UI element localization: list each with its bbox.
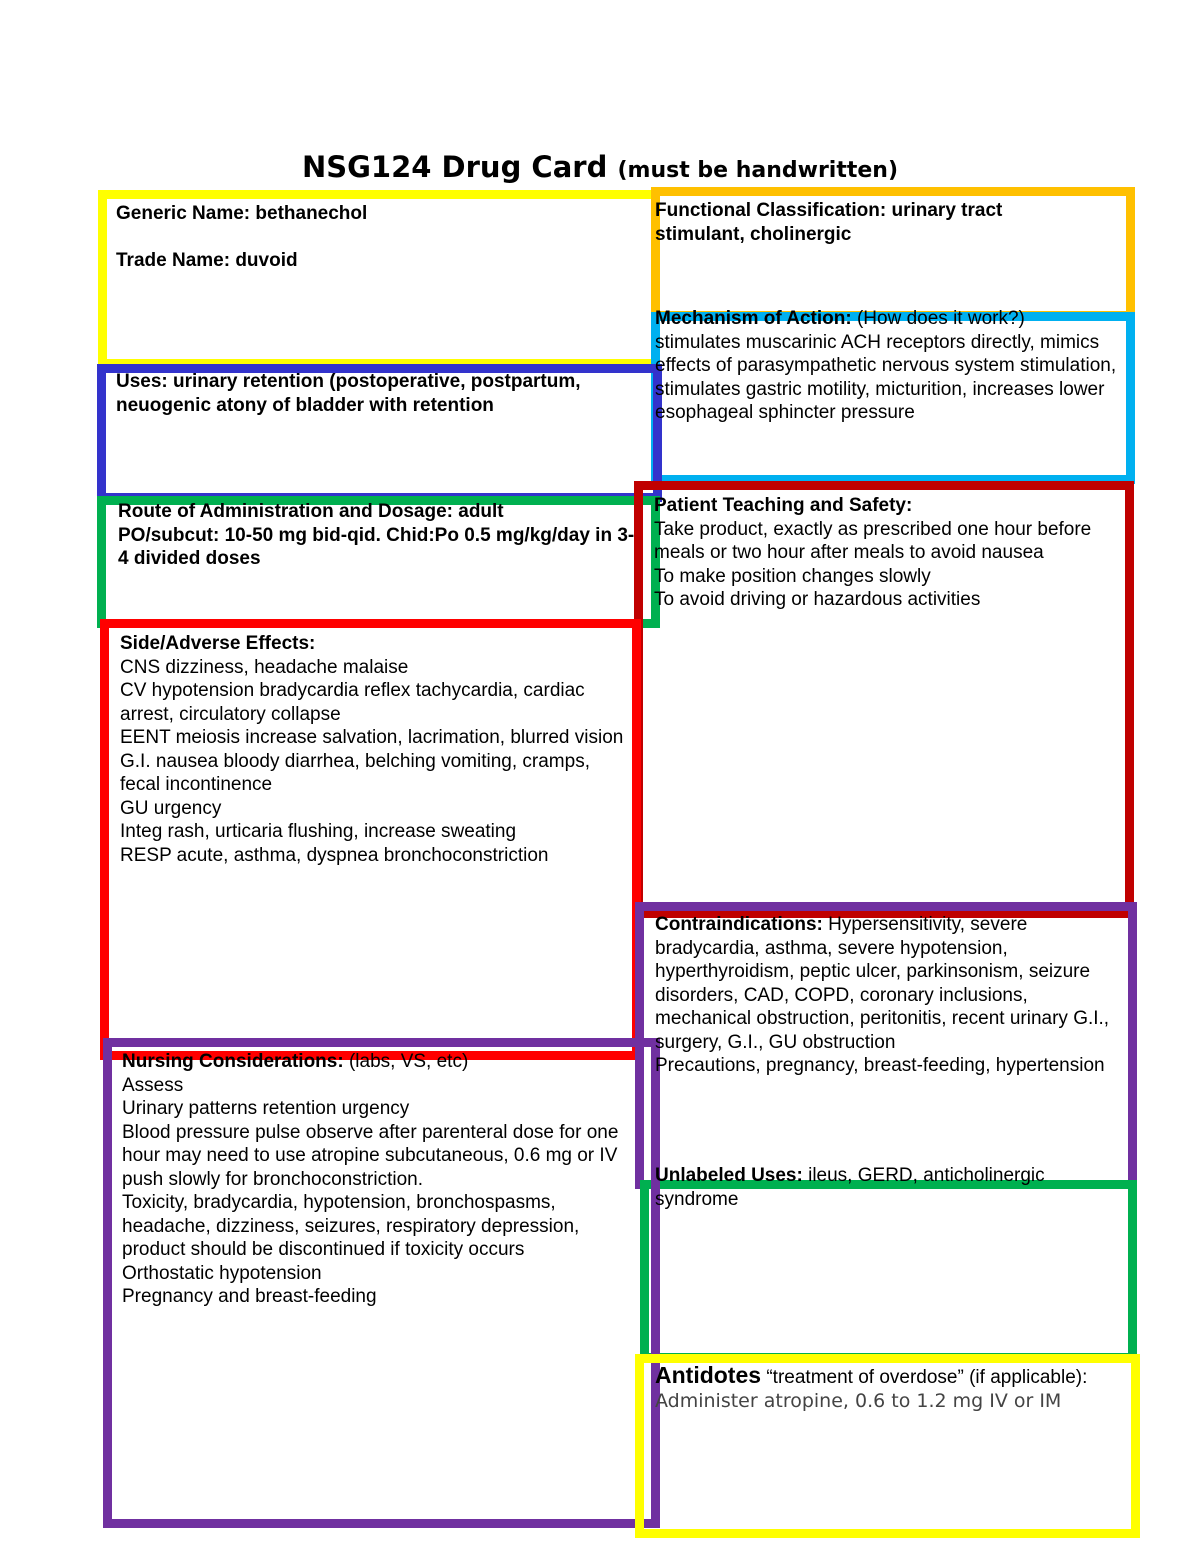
mechanism-hint: (How does it work?) — [856, 308, 1025, 329]
functional-classification — [655, 199, 1085, 246]
nursing-line: Blood pressure pulse observe after parenteral dose for one hour may need to use atropine subcutaneous, 0.6 mg or IV push slowly for bronchoconstriction. — [122, 1121, 619, 1190]
antidotes-section — [655, 1364, 1120, 1413]
functional-classification-text: Functional Classification: urinary tract stimulant, cholinergic — [655, 200, 1003, 245]
side-line: Integ rash, urticaria flushing, increase sweating — [120, 821, 517, 842]
teaching-line: To make position changes slowly — [654, 565, 931, 587]
side-line: CNS dizziness, headache malaise — [120, 656, 409, 678]
contra-text: Hypersensitivity, severe bradycardia, asthma, severe hypotension, hyperthyroidism, peptic ulcer, parkinsonism, seizure disorders, CAD, COPD, coronary inclusions, mechanical obstruction, peritonitis, recent urinary G.I., surgery, G.I., GU obstruction — [655, 914, 1110, 1053]
uses-section — [116, 370, 636, 417]
teaching-label: Patient Teaching and Safety: — [654, 495, 913, 516]
route-dosage — [118, 500, 643, 571]
unlabeled-uses — [655, 1164, 1115, 1211]
unlabeled-label: Unlabeled Uses: — [655, 1165, 803, 1186]
teaching-line: To avoid driving or hazardous activities — [654, 589, 981, 610]
nursing-label: Nursing Considerations: — [122, 1051, 344, 1072]
page-title — [0, 150, 1200, 184]
route-text: PO/subcut: 10-50 mg bid-qid. Chid:Po 0.5 mg/kg/day in 3-4 divided doses — [118, 524, 635, 569]
patient-teaching — [654, 494, 1109, 612]
contra-precautions: Precautions, pregnancy, breast-feeding, hypertension — [655, 1055, 1105, 1076]
contraindications — [655, 913, 1120, 1078]
side-line: EENT meiosis increase salvation, lacrimation, blurred vision — [120, 727, 624, 748]
teaching-line: Take product, exactly as prescribed one hour before meals or two hour after meals to avoid nausea — [654, 518, 1092, 563]
nursing-hint: (labs, VS, etc) — [348, 1051, 469, 1072]
nursing-line: Assess — [122, 1074, 184, 1096]
nursing-line: Urinary patterns retention urgency — [122, 1098, 410, 1119]
mechanism-text: stimulates muscarinic ACH receptors directly, mimics effects of parasympathetic nervous system stimulation, stimulates gastric motility, micturition, increases lower esophageal sphincter pressure — [655, 331, 1117, 423]
contra-label: Contraindications: — [655, 914, 823, 935]
nursing-line: Toxicity, bradycardia, hypotension, bronchospasms, headache, dizziness, seizures, respiratory depression, product should be discontinued if toxicity occurs — [122, 1192, 580, 1260]
nursing-considerations — [122, 1050, 647, 1309]
nursing-line: Pregnancy and breast-feeding — [122, 1286, 377, 1307]
uses-text: Uses: urinary retention (postoperative, postpartum, neuogenic atony of bladder with retention — [116, 371, 581, 416]
side-line: G.I. nausea bloody diarrhea, belching vomiting, cramps, fecal incontinence — [120, 750, 590, 795]
antidotes-hint: “treatment of overdose” (if applicable): — [766, 1367, 1088, 1388]
side-line: GU urgency — [120, 797, 222, 819]
antidotes-text: Administer atropine, 0.6 to 1.2 mg IV or IM — [655, 1389, 1062, 1412]
nursing-line: Orthostatic hypotension — [122, 1262, 322, 1284]
route-label: Route of Administration and Dosage: adult — [118, 501, 504, 522]
side-label: Side/Adverse Effects: — [120, 633, 316, 654]
mechanism-label: Mechanism of Action: — [655, 308, 852, 329]
mechanism-of-action — [655, 307, 1120, 425]
antidotes-label: Antidotes — [655, 1362, 762, 1388]
side-adverse-effects — [120, 632, 635, 867]
generic-name: Generic Name: bethanechol — [116, 203, 368, 224]
unlabeled-text: ileus, GERD, anticholinergic syndrome — [655, 1165, 1045, 1210]
side-line: CV hypotension bradycardia reflex tachycardia, cardiac arrest, circulatory collapse — [120, 680, 585, 725]
generic-name-section — [116, 202, 636, 272]
title-main: NSG124 Drug Card — [301, 150, 608, 184]
trade-name: Trade Name: duvoid — [116, 249, 298, 271]
title-subtitle: (must be handwritten) — [617, 158, 899, 183]
side-line: RESP acute, asthma, dyspnea bronchoconstriction — [120, 844, 549, 866]
